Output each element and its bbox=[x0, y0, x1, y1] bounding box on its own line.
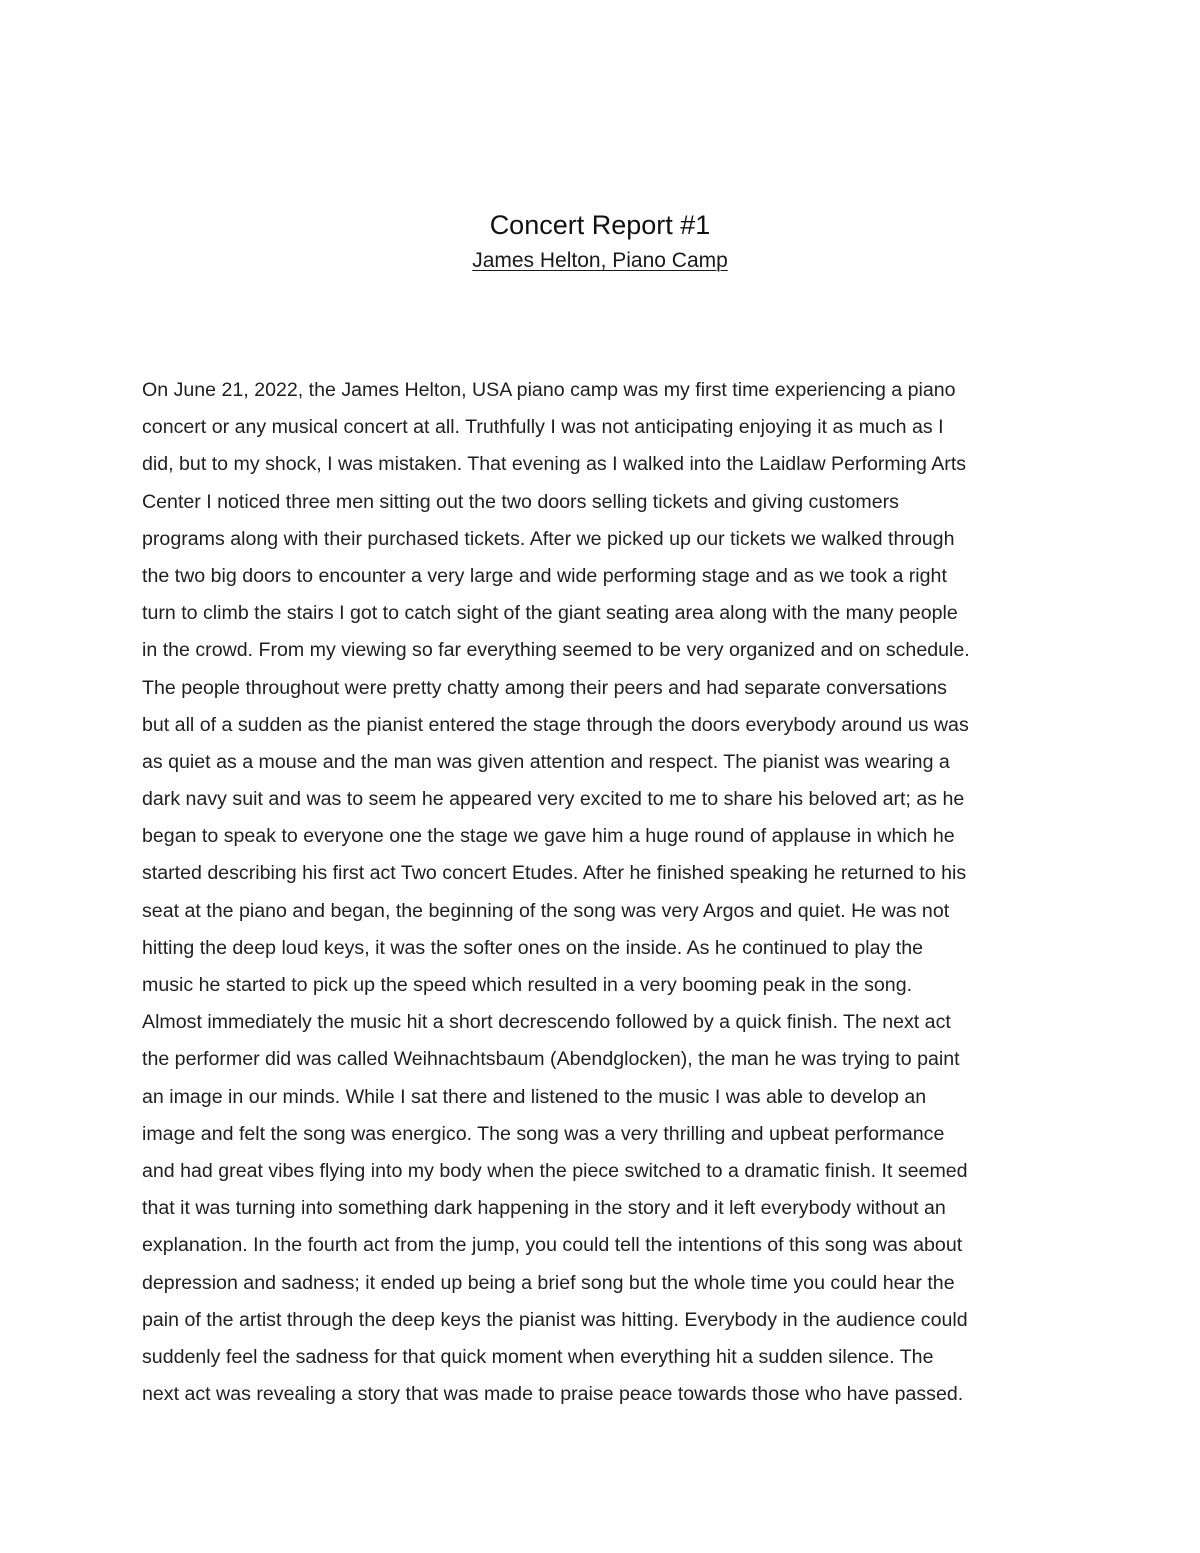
paragraph-line: concert or any musical concert at all. Truthfully I was not anticipating enjoying it as much as I bbox=[142, 416, 944, 439]
paragraph-line: seat at the piano and began, the beginning of the song was very Argos and quiet. He was not bbox=[142, 899, 950, 922]
paragraph-line: explanation. In the fourth act from the jump, you could tell the intentions of this song was about bbox=[142, 1234, 963, 1257]
paragraph-line: depression and sadness; it ended up being a brief song but the whole time you could hear the bbox=[142, 1271, 955, 1294]
paragraph-line: as quiet as a mouse and the man was given attention and respect. The pianist was wearing a bbox=[142, 750, 950, 773]
paragraph-line: the performer did was called Weihnachtsbaum (Abendglocken), the man he was trying to paint bbox=[142, 1048, 960, 1071]
body-paragraph bbox=[142, 372, 1062, 1413]
paragraph-line: Center I noticed three men sitting out the two doors selling tickets and giving customers bbox=[142, 490, 899, 513]
subtitle-text: James Helton, Piano Camp bbox=[472, 249, 728, 272]
paragraph-line: started describing his first act Two concert Etudes. After he finished speaking he returned to his bbox=[142, 862, 967, 885]
document-subtitle bbox=[0, 246, 1200, 276]
paragraph-line: turn to climb the stairs I got to catch sight of the giant seating area along with the many people bbox=[142, 602, 958, 625]
paragraph-line: suddenly feel the sadness for that quick moment when everything hit a sudden silence. The bbox=[142, 1345, 934, 1368]
paragraph-line: On June 21, 2022, the James Helton, USA piano camp was my first time experiencing a piano bbox=[142, 379, 956, 401]
paragraph-line: in the crowd. From my viewing so far everything seemed to be very organized and on schedule. bbox=[142, 639, 970, 662]
paragraph-line: pain of the artist through the deep keys the pianist was hitting. Everybody in the audience could bbox=[142, 1308, 968, 1331]
paragraph-line: next act was revealing a story that was made to praise peace towards those who have passed. bbox=[142, 1383, 964, 1406]
paragraph-line: Almost immediately the music hit a short decrescendo followed by a quick finish. The next act bbox=[142, 1011, 951, 1034]
paragraph-line: The people throughout were pretty chatty among their peers and had separate conversations bbox=[142, 676, 947, 699]
paragraph-line: and had great vibes flying into my body when the piece switched to a dramatic finish. It seemed bbox=[142, 1159, 968, 1182]
paragraph-line: began to speak to everyone one the stage we gave him a huge round of applause in which he bbox=[142, 825, 955, 848]
document-title: Concert Report #1 bbox=[489, 210, 711, 240]
paragraph-line: but all of a sudden as the pianist entered the stage through the doors everybody around us was bbox=[142, 713, 969, 736]
paragraph-line: hitting the deep loud keys, it was the softer ones on the inside. As he continued to play the bbox=[142, 936, 923, 959]
paragraph-line: dark navy suit and was to seem he appeared very excited to me to share his beloved art; as he bbox=[142, 788, 965, 811]
paragraph-line: did, but to my shock, I was mistaken. That evening as I walked into the Laidlaw Performing Arts bbox=[142, 453, 967, 476]
paragraph-line: image and felt the song was energico. The song was a very thrilling and upbeat performance bbox=[142, 1122, 945, 1145]
paragraph-line: the two big doors to encounter a very large and wide performing stage and as we took a right bbox=[142, 564, 947, 587]
paragraph-line: music he started to pick up the speed which resulted in a very booming peak in the song. bbox=[142, 974, 913, 996]
paragraph-line: an image in our minds. While I sat there and listened to the music I was able to develop an bbox=[142, 1085, 927, 1108]
paragraph-line: programs along with their purchased tickets. After we picked up our tickets we walked through bbox=[142, 527, 955, 550]
paragraph-line: that it was turning into something dark happening in the story and it left everybody without an bbox=[142, 1197, 946, 1220]
